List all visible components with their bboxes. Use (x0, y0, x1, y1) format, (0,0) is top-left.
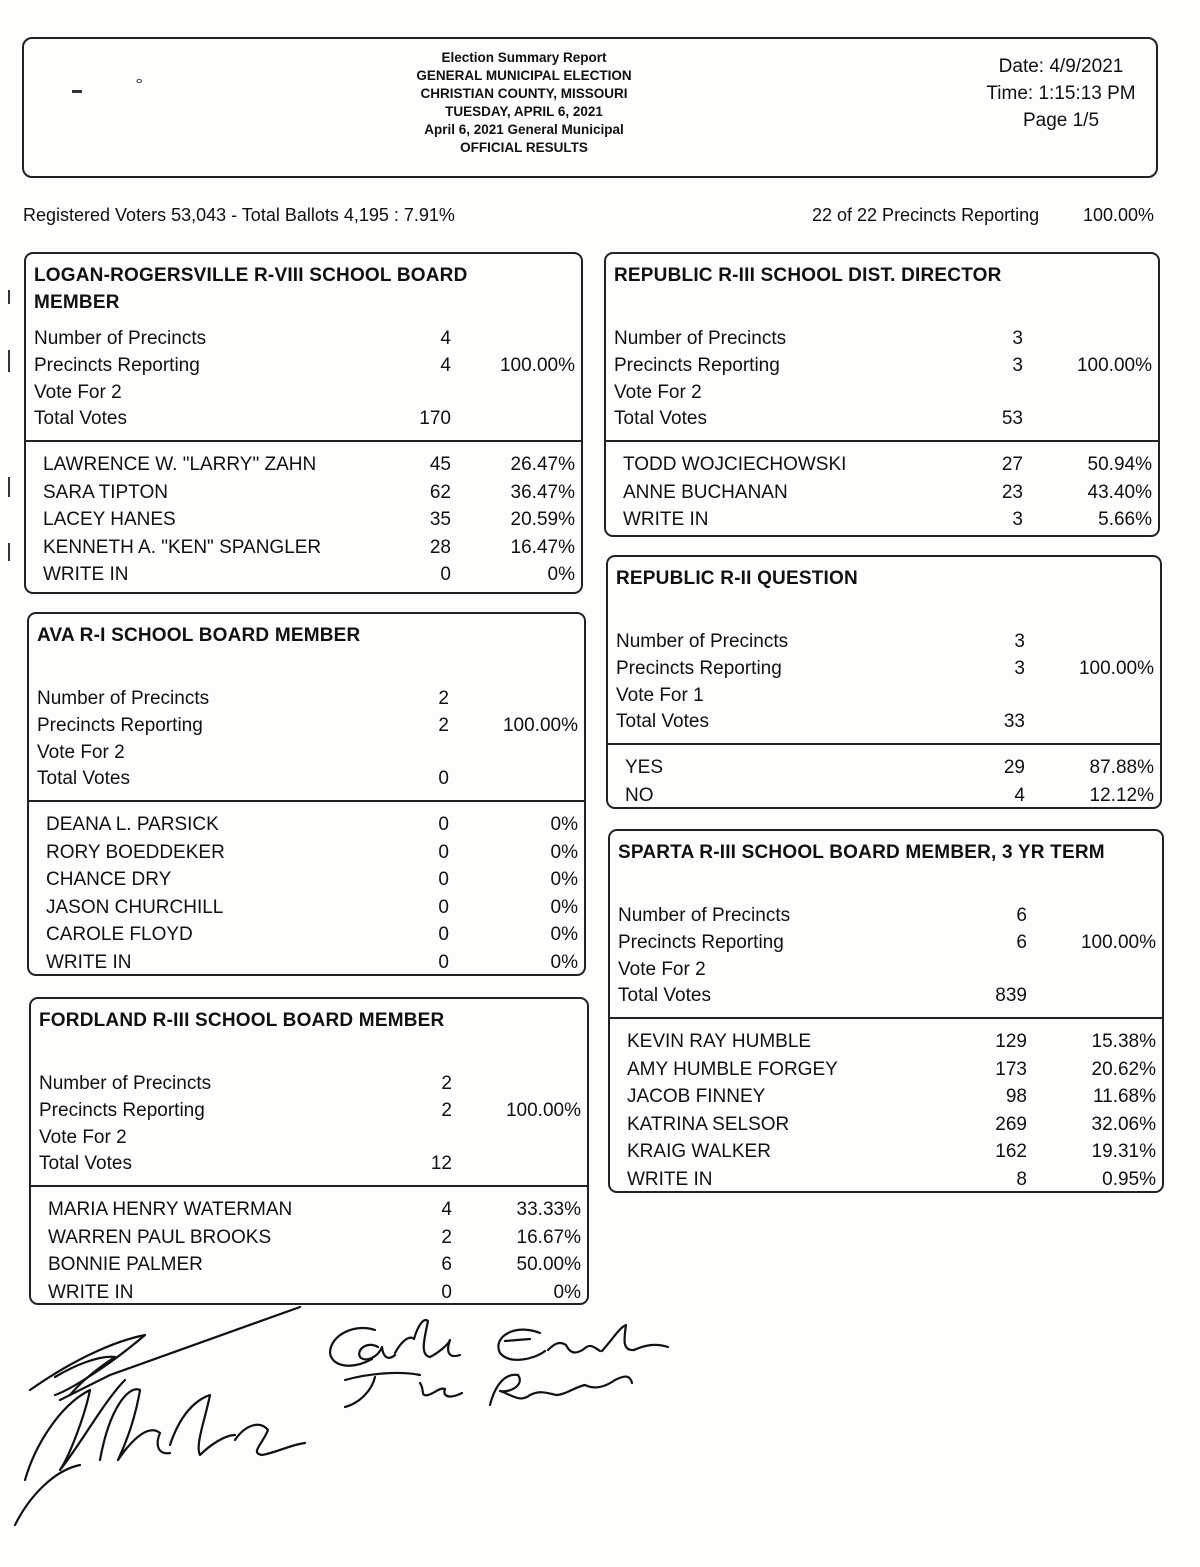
candidate-name: LAWRENCE W. "LARRY" ZAHN (43, 454, 317, 475)
report-time: Time: 1:15:13 PM (986, 83, 1136, 104)
candidate-votes: 4 (441, 1199, 452, 1220)
candidate-name: ANNE BUCHANAN (623, 481, 788, 503)
stat-label: Vote For 1 (616, 685, 704, 706)
candidate-name: WARREN PAUL BROOKS (48, 1226, 272, 1248)
candidate-percent: 19.31% (1091, 1141, 1156, 1163)
candidate-percent: 0% (550, 841, 578, 863)
candidate-name: LACEY HANES (43, 509, 176, 531)
stat-value: 0 (438, 768, 449, 789)
candidate-votes: 0 (438, 841, 449, 863)
candidate-percent: 0% (550, 896, 578, 918)
candidate-row (618, 1111, 1162, 1138)
candidate-percent: 87.88% (1089, 757, 1154, 778)
candidate-row (616, 754, 1160, 781)
stat-label: Vote For 2 (614, 382, 702, 403)
stat-label: Vote For 2 (37, 742, 125, 763)
candidate-row (614, 506, 1158, 533)
candidate-name: AMY HUMBLE FORGEY (627, 1058, 838, 1080)
stat-value: 12 (430, 1153, 452, 1174)
candidate-name: WRITE IN (43, 564, 129, 586)
race-box (29, 997, 589, 1305)
candidate-row (37, 866, 584, 893)
stat-percent: 100.00% (1078, 658, 1154, 679)
vote-for-row (39, 1124, 587, 1151)
candidate-row (618, 1138, 1162, 1165)
precincts-reporting-summary: 22 of 22 Precincts Reporting (812, 205, 1040, 225)
candidate-name: BONNIE PALMER (48, 1254, 203, 1276)
stat-value: 839 (995, 985, 1027, 1006)
stat-value: 170 (419, 408, 451, 429)
candidate-row (34, 561, 581, 588)
stat-value: 4 (440, 328, 451, 349)
vote-for-row (37, 739, 584, 766)
stat-value: 2 (438, 688, 449, 709)
number-of-precincts-row (614, 325, 1158, 352)
candidate-row (37, 949, 584, 976)
candidate-votes: 45 (429, 454, 451, 475)
stat-value: 3 (1012, 328, 1023, 349)
candidate-votes: 0 (438, 814, 449, 835)
race-title-line: FORDLAND R-III SCHOOL BOARD MEMBER (39, 1010, 445, 1031)
candidate-row (614, 479, 1158, 506)
candidate-percent: 0% (550, 814, 578, 835)
candidate-votes: 27 (1001, 454, 1023, 475)
race-title (614, 262, 1150, 289)
stat-label: Vote For 2 (39, 1127, 127, 1148)
election-date: TUESDAY, APRIL 6, 2021 (445, 104, 603, 119)
precincts-reporting-percent: 100.00% (1083, 205, 1155, 225)
candidate-votes: 4 (1014, 784, 1025, 806)
stat-value: 3 (1014, 631, 1025, 652)
candidate-percent: 33.33% (516, 1199, 581, 1220)
candidate-percent: 0% (547, 564, 575, 586)
stat-label: Total Votes (34, 408, 127, 429)
candidate-row (37, 921, 584, 948)
race-title-line: MEMBER (34, 292, 120, 313)
candidate-votes: 0 (441, 1281, 452, 1303)
stat-label: Number of Precincts (37, 688, 210, 709)
number-of-precincts-row (616, 628, 1160, 655)
candidate-name: RORY BOEDDEKER (46, 841, 225, 863)
stat-value: 3 (1014, 658, 1025, 679)
vote-for-row (614, 379, 1158, 406)
candidate-name: TODD WOJCIECHOWSKI (623, 454, 847, 475)
candidate-percent: 16.47% (510, 536, 575, 558)
candidate-votes: 35 (429, 509, 451, 531)
race-box (27, 612, 586, 976)
race-box (606, 555, 1162, 809)
stat-label: Vote For 2 (34, 382, 122, 403)
candidate-votes: 0 (438, 924, 449, 946)
candidate-percent: 43.40% (1087, 481, 1152, 503)
candidate-percent: 0% (550, 952, 578, 973)
stat-percent: 100.00% (499, 355, 575, 376)
stat-percent: 100.00% (1076, 355, 1152, 376)
race-title (34, 262, 573, 316)
candidate-percent: 20.59% (510, 509, 575, 531)
scan-edge-mark (8, 290, 10, 304)
stat-percent: 100.00% (502, 715, 578, 736)
candidate-votes: 0 (438, 896, 449, 918)
report-title-block (324, 49, 724, 157)
candidate-percent: 15.38% (1091, 1031, 1156, 1052)
candidate-row (34, 506, 581, 533)
registered-voters-summary: Registered Voters 53,043 - Total Ballots 4,195 : 7.91% (23, 205, 455, 225)
candidate-percent: 20.62% (1091, 1058, 1156, 1080)
total-votes-row (618, 982, 1162, 1009)
stat-value: 6 (1016, 905, 1027, 926)
candidate-percent: 0% (550, 924, 578, 946)
signatures-drawing (0, 1295, 700, 1555)
candidate-votes: 98 (1005, 1086, 1027, 1108)
stat-value: 4 (440, 355, 451, 376)
results-divider (606, 440, 1158, 442)
stat-label: Precincts Reporting (37, 715, 203, 736)
candidate-row (37, 839, 584, 866)
candidate-votes: 129 (995, 1031, 1027, 1052)
candidate-name: WRITE IN (627, 1169, 713, 1190)
candidate-votes: 3 (1012, 509, 1023, 531)
race-title (37, 622, 576, 649)
stat-value: 2 (441, 1073, 452, 1094)
race-title (618, 839, 1154, 866)
precincts-reporting-row (616, 655, 1160, 682)
results-status: OFFICIAL RESULTS (460, 140, 588, 155)
candidate-votes: 0 (438, 952, 449, 973)
results-divider (26, 440, 581, 442)
candidate-name: KENNETH A. "KEN" SPANGLER (43, 536, 322, 558)
candidate-row (39, 1224, 587, 1251)
candidate-percent: 0% (553, 1281, 581, 1303)
scan-speck: ▬ (72, 85, 82, 96)
stat-percent: 100.00% (505, 1100, 581, 1121)
candidate-name: MARIA HENRY WATERMAN (48, 1199, 293, 1220)
candidate-votes: 62 (429, 481, 451, 503)
stat-label: Total Votes (614, 408, 707, 429)
results-divider (610, 1017, 1162, 1019)
total-votes-row (614, 405, 1158, 432)
signature-block (0, 1295, 700, 1555)
candidate-name: YES (625, 757, 664, 778)
stat-label: Number of Precincts (618, 905, 791, 926)
candidate-row (34, 479, 581, 506)
scan-edge-mark (8, 543, 10, 561)
candidate-row (614, 451, 1158, 478)
candidate-votes: 162 (995, 1141, 1027, 1163)
candidate-name: JACOB FINNEY (627, 1086, 766, 1108)
candidate-row (34, 451, 581, 478)
candidate-votes: 29 (1003, 757, 1025, 778)
candidate-row (618, 1028, 1162, 1055)
stat-label: Precincts Reporting (39, 1100, 205, 1121)
page-number: Page 1/5 (1022, 110, 1100, 131)
stat-label: Precincts Reporting (614, 355, 780, 376)
precincts-reporting-row (39, 1097, 587, 1124)
number-of-precincts-row (618, 902, 1162, 929)
candidate-percent: 36.47% (510, 481, 575, 503)
candidate-votes: 2 (441, 1226, 452, 1248)
race-title-line: SPARTA R-III SCHOOL BOARD MEMBER, 3 YR TERM (618, 842, 1105, 863)
stat-label: Precincts Reporting (618, 932, 784, 953)
candidate-name: WRITE IN (48, 1281, 134, 1303)
precincts-reporting-row (618, 929, 1162, 956)
election-name: GENERAL MUNICIPAL ELECTION (416, 68, 632, 83)
report-date: Date: 4/9/2021 (998, 56, 1124, 77)
candidate-row (39, 1251, 587, 1278)
report-title: Election Summary Report (441, 50, 607, 65)
candidate-row (618, 1056, 1162, 1083)
candidate-name: KRAIG WALKER (627, 1141, 771, 1163)
candidate-votes: 269 (995, 1113, 1027, 1135)
candidate-percent: 5.66% (1098, 509, 1152, 531)
precincts-reporting-row (34, 352, 581, 379)
stat-percent: 100.00% (1080, 932, 1156, 953)
candidate-percent: 0.95% (1102, 1169, 1156, 1190)
candidate-votes: 173 (995, 1058, 1027, 1080)
candidate-percent: 32.06% (1091, 1113, 1156, 1135)
vote-for-row (618, 956, 1162, 983)
stat-label: Precincts Reporting (34, 355, 200, 376)
stat-value: 33 (1003, 711, 1025, 732)
candidate-votes: 23 (1001, 481, 1023, 503)
race-title-line: REPUBLIC R-II QUESTION (616, 568, 858, 589)
stat-label: Vote For 2 (618, 959, 706, 980)
race-title-line: AVA R-I SCHOOL BOARD MEMBER (37, 625, 361, 646)
candidate-name: JASON CHURCHILL (46, 896, 224, 918)
stat-label: Number of Precincts (34, 328, 207, 349)
stat-label: Total Votes (616, 711, 709, 732)
stat-label: Total Votes (618, 985, 711, 1006)
candidate-row (37, 894, 584, 921)
stat-label: Number of Precincts (39, 1073, 212, 1094)
race-box (24, 252, 583, 594)
stat-value: 2 (438, 715, 449, 736)
candidate-row (618, 1166, 1162, 1193)
candidate-percent: 12.12% (1089, 784, 1154, 806)
total-votes-row (39, 1150, 587, 1177)
candidate-row (34, 534, 581, 561)
stat-label: Total Votes (39, 1153, 132, 1174)
stat-label: Number of Precincts (616, 631, 789, 652)
race-title-line: REPUBLIC R-III SCHOOL DIST. DIRECTOR (614, 265, 1002, 286)
candidate-name: CHANCE DRY (46, 869, 172, 891)
candidate-row (39, 1196, 587, 1223)
candidate-votes: 0 (440, 564, 451, 586)
candidate-name: KEVIN RAY HUMBLE (627, 1031, 812, 1052)
candidate-name: CAROLE FLOYD (46, 924, 193, 946)
vote-for-row (616, 682, 1160, 709)
race-title (39, 1007, 579, 1034)
precincts-reporting-row (614, 352, 1158, 379)
total-votes-row (37, 765, 584, 792)
candidate-name: NO (625, 784, 654, 806)
candidate-percent: 0% (550, 869, 578, 891)
county-name: CHRISTIAN COUNTY, MISSOURI (420, 86, 628, 101)
total-votes-row (34, 405, 581, 432)
candidate-row (618, 1083, 1162, 1110)
vote-for-row (34, 379, 581, 406)
report-meta (976, 53, 1146, 134)
stat-value: 2 (441, 1100, 452, 1121)
candidate-row (616, 782, 1160, 809)
candidate-name: DEANA L. PARSICK (46, 814, 219, 835)
candidate-votes: 8 (1016, 1169, 1027, 1190)
candidate-percent: 26.47% (510, 454, 575, 475)
race-title-line: LOGAN-ROGERSVILLE R-VIII SCHOOL BOARD (34, 265, 468, 286)
candidate-percent: 50.94% (1087, 454, 1152, 475)
stat-label: Total Votes (37, 768, 130, 789)
number-of-precincts-row (37, 685, 584, 712)
candidate-name: KATRINA SELSOR (627, 1113, 790, 1135)
stat-label: Number of Precincts (614, 328, 787, 349)
total-votes-row (616, 708, 1160, 735)
report-header (22, 37, 1158, 178)
candidate-name: WRITE IN (46, 952, 132, 973)
stat-label: Precincts Reporting (616, 658, 782, 679)
candidate-name: WRITE IN (623, 509, 709, 531)
scan-edge-mark (8, 350, 10, 372)
candidate-percent: 16.67% (516, 1226, 581, 1248)
scan-speck: ⴰ (136, 75, 143, 86)
candidate-votes: 28 (429, 536, 451, 558)
results-divider (608, 743, 1160, 745)
election-description: April 6, 2021 General Municipal (424, 122, 624, 137)
results-divider (31, 1185, 587, 1187)
candidate-percent: 50.00% (516, 1254, 581, 1276)
scan-edge-mark (8, 477, 10, 497)
candidate-name: SARA TIPTON (43, 481, 168, 503)
race-box (604, 252, 1160, 537)
race-box (608, 829, 1164, 1193)
race-title (616, 565, 1152, 592)
candidate-row (37, 811, 584, 838)
candidate-percent: 11.68% (1092, 1086, 1156, 1108)
precincts-reporting-row (37, 712, 584, 739)
number-of-precincts-row (39, 1070, 587, 1097)
stat-value: 6 (1016, 932, 1027, 953)
stat-value: 53 (1001, 408, 1023, 429)
results-divider (29, 800, 584, 802)
candidate-votes: 6 (441, 1254, 452, 1276)
candidate-votes: 0 (438, 869, 449, 891)
stat-value: 3 (1012, 355, 1023, 376)
number-of-precincts-row (34, 325, 581, 352)
